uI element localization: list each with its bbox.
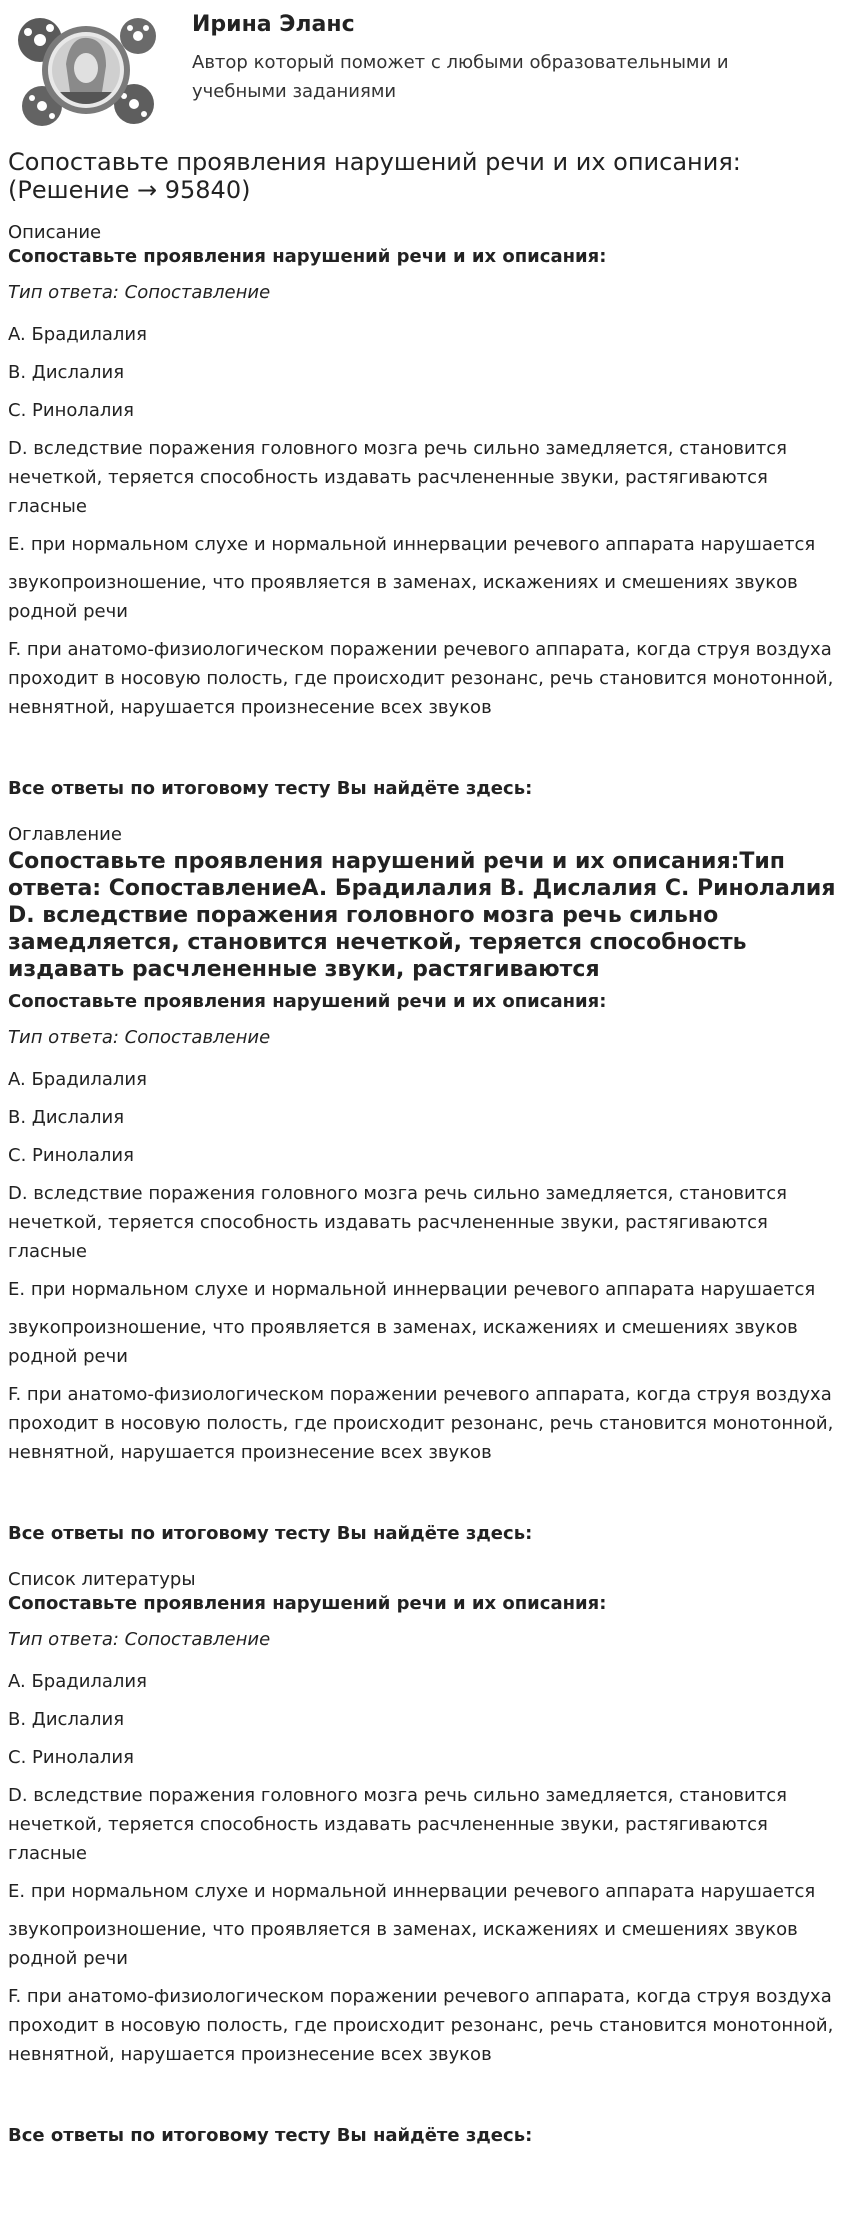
option-a: A. Брадилалия: [8, 1671, 147, 1692]
option-e: E. при нормальном слухе и нормальной иннервации речевого аппарата нарушается: [8, 1279, 816, 1300]
author-name[interactable]: Ирина Эланс: [192, 12, 355, 37]
option-e-continued: звукопроизношение, что проявляется в заменах, искажениях и смешениях звуков родной речи: [8, 572, 798, 622]
page-title: Сопоставьте проявления нарушений речи и их описания: (Решение → 95840): [8, 148, 741, 204]
toc-label: Оглавление: [8, 824, 122, 845]
option-e: E. при нормальном слухе и нормальной иннервации речевого аппарата нарушается: [8, 534, 816, 555]
option-b: B. Дислалия: [8, 1709, 125, 1730]
answer-type: Тип ответа: Сопоставление: [8, 282, 271, 303]
author-description: Автор который поможет с любыми образовательными и учебными заданиями: [192, 52, 729, 102]
question-title: Сопоставьте проявления нарушений речи и их описания:: [8, 991, 607, 1012]
answers-link[interactable]: Все ответы по итоговому тесту Вы найдёте здесь:: [8, 2125, 533, 2146]
toc-section: [8, 824, 839, 1545]
option-b: B. Дислалия: [8, 1107, 125, 1128]
question-title: Сопоставьте проявления нарушений речи и их описания:: [8, 1593, 607, 1614]
option-f: F. при анатомо-физиологическом поражении речевого аппарата, когда струя воздуха проходит в носовую полость, где происходит резонанс, речь становится монотонной, невнятной, нарушается произнесение всех звуков: [8, 639, 834, 718]
option-d: D. вследствие поражения головного мозга речь сильно замедляется, становится нечеткой, теряется способность издавать расчлененные звуки, растягиваются гласные: [8, 438, 787, 517]
toc-heading: Сопоставьте проявления нарушений речи и их описания:Тип ответа: СопоставлениеA. Брадилалия B. Дислалия C. Ринолалия D. вследствие поражения головного мозга речь сильно замедляется, становится нечеткой, теряется способность издавать расчлененные звуки, растягиваются: [8, 849, 836, 982]
answer-type: Тип ответа: Сопоставление: [8, 1629, 271, 1650]
option-d: D. вследствие поражения головного мозга речь сильно замедляется, становится нечеткой, теряется способность издавать расчлененные звуки, растягиваются гласные: [8, 1785, 787, 1864]
option-e-continued: звукопроизношение, что проявляется в заменах, искажениях и смешениях звуков родной речи: [8, 1317, 798, 1367]
answer-type: Тип ответа: Сопоставление: [8, 1027, 271, 1048]
option-d: D. вследствие поражения головного мозга речь сильно замедляется, становится нечеткой, теряется способность издавать расчлененные звуки, растягиваются гласные: [8, 1183, 787, 1262]
answers-link[interactable]: Все ответы по итоговому тесту Вы найдёте здесь:: [8, 778, 533, 799]
option-b: B. Дислалия: [8, 362, 125, 383]
option-e-continued: звукопроизношение, что проявляется в заменах, искажениях и смешениях звуков родной речи: [8, 1919, 798, 1969]
answers-link[interactable]: Все ответы по итоговому тесту Вы найдёте здесь:: [8, 1523, 533, 1544]
option-f: F. при анатомо-физиологическом поражении речевого аппарата, когда струя воздуха проходит в носовую полость, где происходит резонанс, речь становится монотонной, невнятной, нарушается произнесение всех звуков: [8, 1986, 834, 2065]
option-f: F. при анатомо-физиологическом поражении речевого аппарата, когда струя воздуха проходит в носовую полость, где происходит резонанс, речь становится монотонной, невнятной, нарушается произнесение всех звуков: [8, 1384, 834, 1463]
author-header: [8, 0, 839, 138]
option-a: A. Брадилалия: [8, 324, 147, 345]
author-avatar: [14, 6, 158, 132]
references-section: [8, 1569, 839, 2147]
description-section: [8, 222, 839, 800]
option-c: C. Ринолалия: [8, 400, 134, 421]
option-e: E. при нормальном слухе и нормальной иннервации речевого аппарата нарушается: [8, 1881, 816, 1902]
description-label: Описание: [8, 222, 102, 243]
question-title: Сопоставьте проявления нарушений речи и их описания:: [8, 246, 607, 267]
option-a: A. Брадилалия: [8, 1069, 147, 1090]
option-c: C. Ринолалия: [8, 1747, 134, 1768]
references-label: Список литературы: [8, 1569, 196, 1590]
option-c: C. Ринолалия: [8, 1145, 134, 1166]
